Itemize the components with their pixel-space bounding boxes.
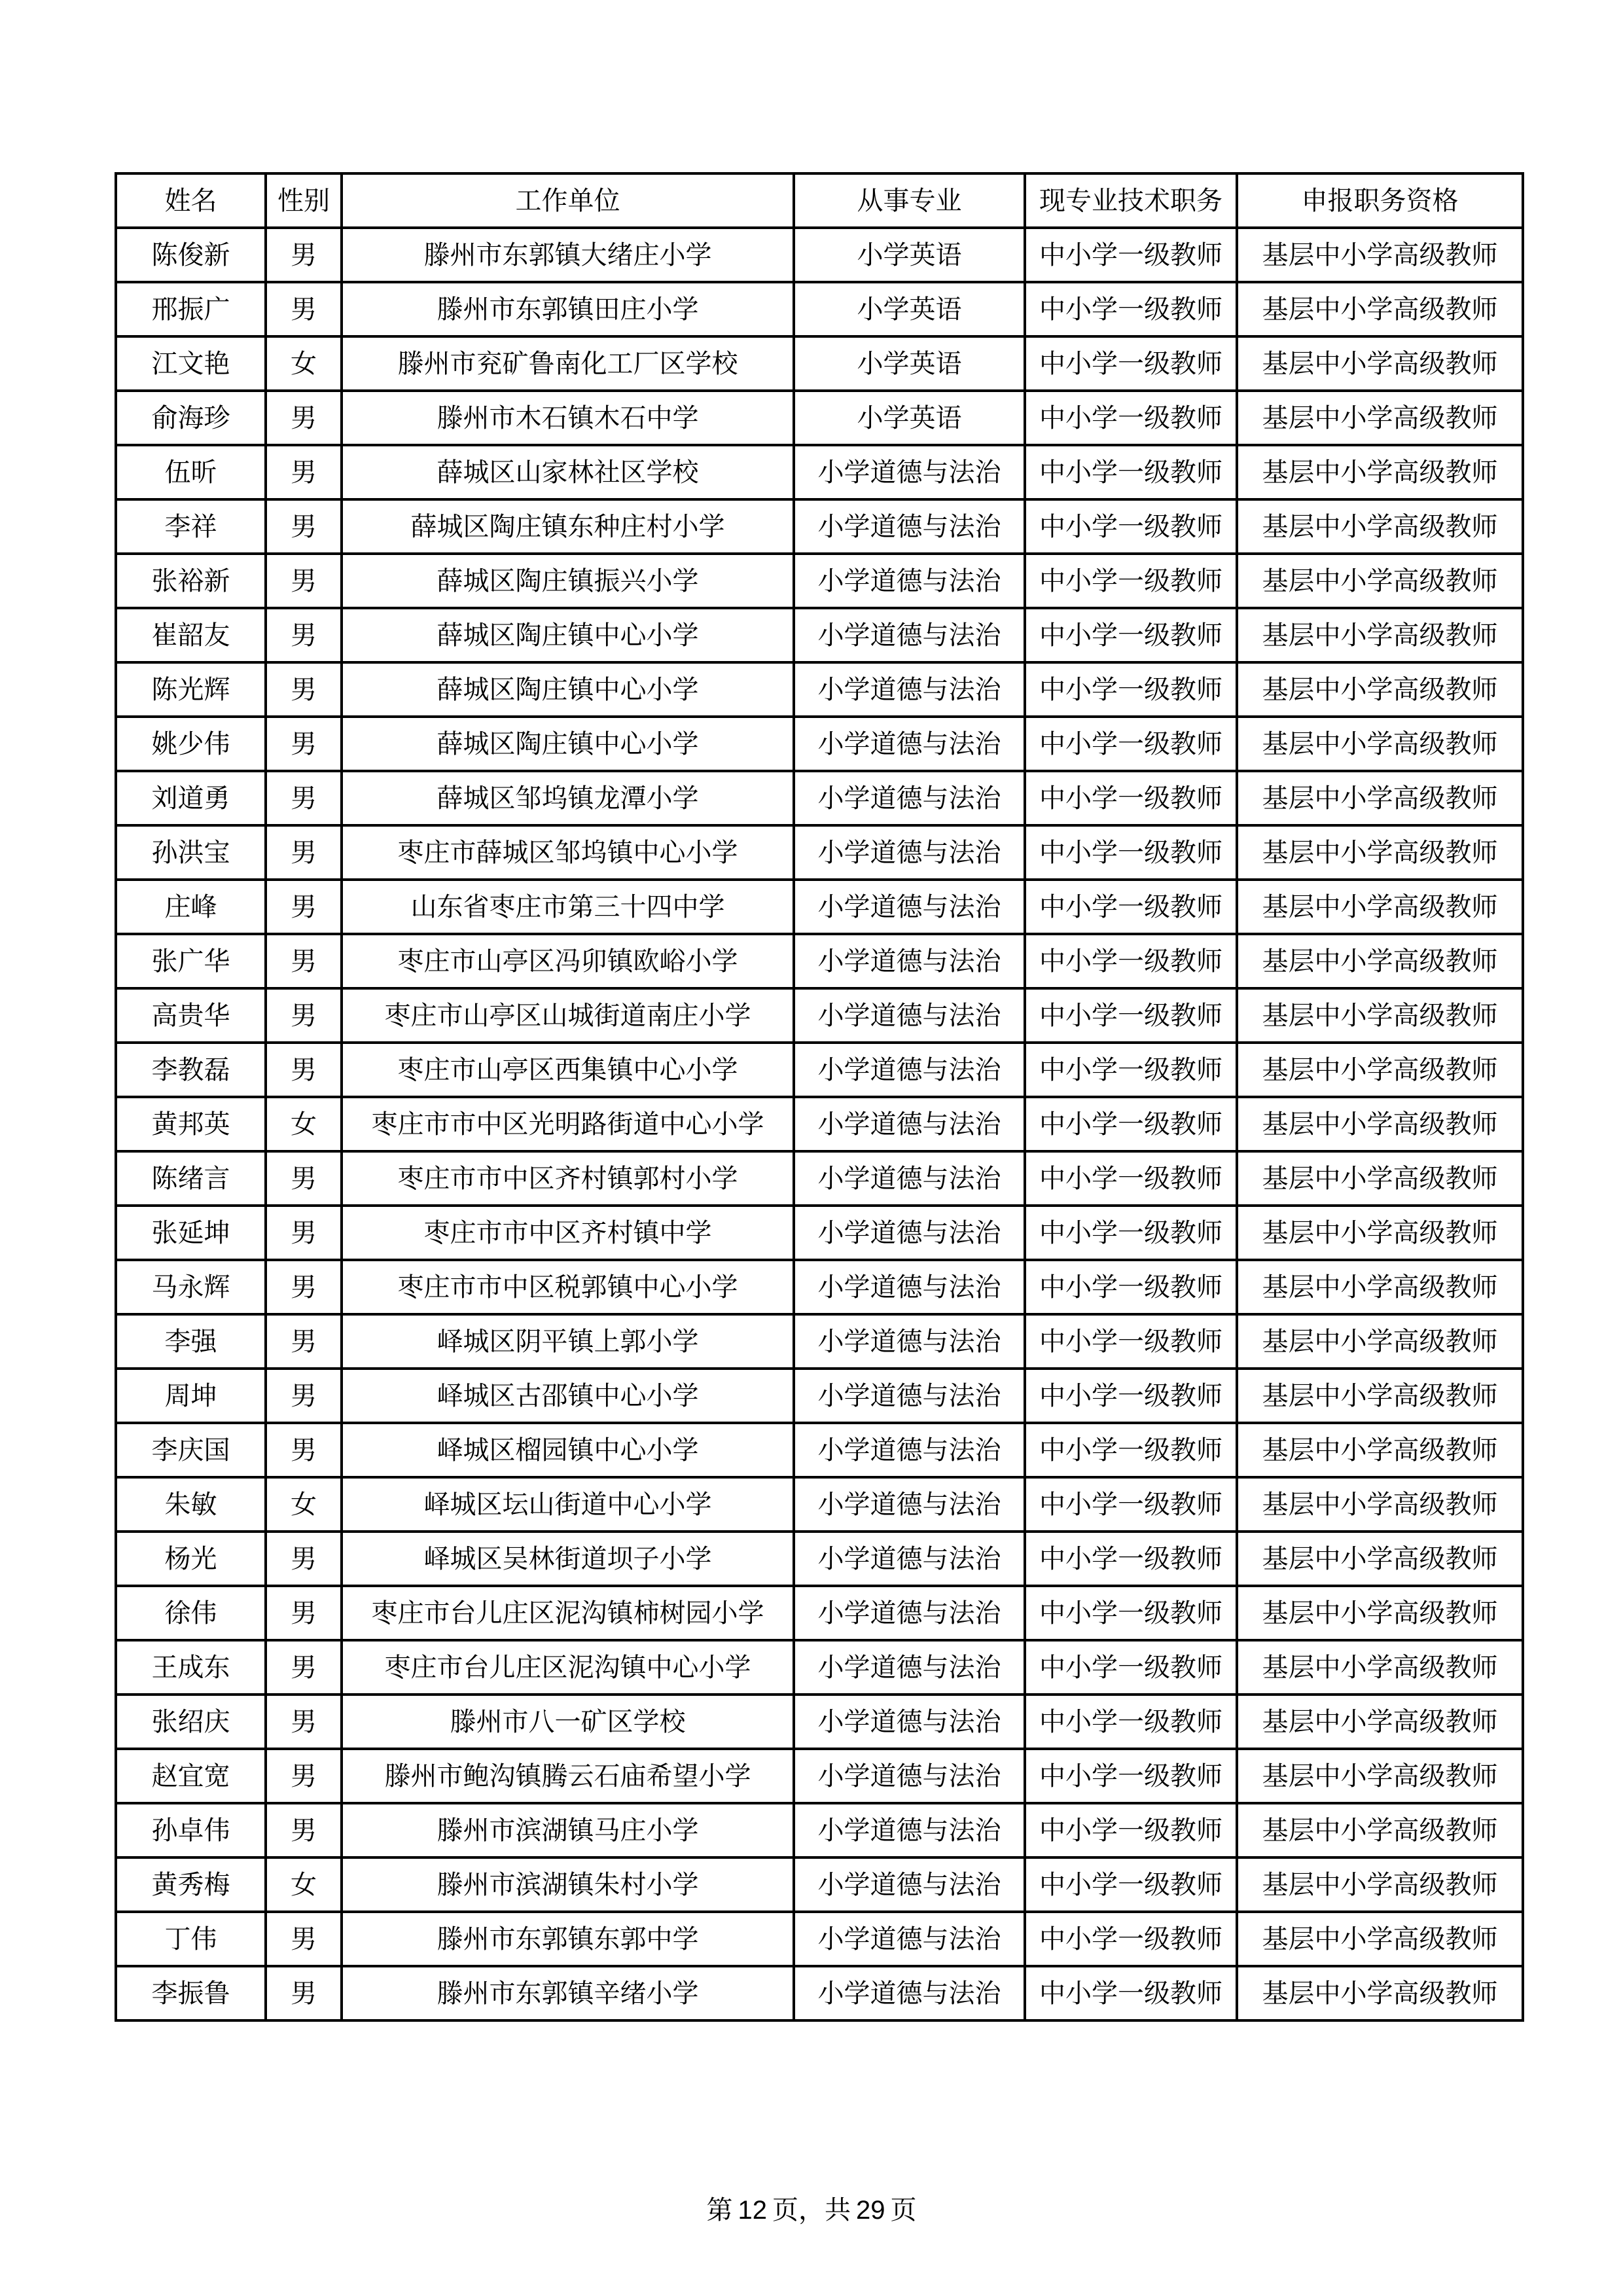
table-row xyxy=(116,1695,1523,1749)
cell-name: 崔韶友 xyxy=(116,608,266,662)
cell-applied-title: 基层中小学高级教师 xyxy=(1237,1803,1523,1857)
cell-name: 马永辉 xyxy=(116,1260,266,1314)
cell-work-unit: 滕州市东郭镇东郭中学 xyxy=(342,1912,794,1966)
cell-current-title: 中小学一级教师 xyxy=(1025,1097,1237,1151)
cell-gender: 男 xyxy=(266,1151,342,1206)
table-row xyxy=(116,1640,1523,1695)
cell-current-title: 中小学一级教师 xyxy=(1025,1695,1237,1749)
cell-gender: 男 xyxy=(266,1586,342,1640)
table-row xyxy=(116,1749,1523,1803)
table-row xyxy=(116,1857,1523,1912)
table-row xyxy=(116,445,1523,499)
cell-applied-title: 基层中小学高级教师 xyxy=(1237,1097,1523,1151)
cell-work-unit: 滕州市滨湖镇朱村小学 xyxy=(342,1857,794,1912)
cell-gender: 男 xyxy=(266,1695,342,1749)
cell-work-unit: 薛城区陶庄镇振兴小学 xyxy=(342,554,794,608)
table-row xyxy=(116,499,1523,554)
table-row xyxy=(116,282,1523,336)
cell-work-unit: 滕州市滨湖镇马庄小学 xyxy=(342,1803,794,1857)
table-row xyxy=(116,1423,1523,1477)
cell-gender: 男 xyxy=(266,1369,342,1423)
cell-applied-title: 基层中小学高级教师 xyxy=(1237,499,1523,554)
table-row xyxy=(116,1803,1523,1857)
cell-work-unit: 滕州市兖矿鲁南化工厂区学校 xyxy=(342,336,794,391)
cell-current-title: 中小学一级教师 xyxy=(1025,662,1237,717)
cell-work-unit: 滕州市东郭镇辛绪小学 xyxy=(342,1966,794,2020)
cell-major: 小学道德与法治 xyxy=(794,1695,1025,1749)
cell-major: 小学道德与法治 xyxy=(794,1206,1025,1260)
table-row xyxy=(116,608,1523,662)
cell-current-title: 中小学一级教师 xyxy=(1025,282,1237,336)
cell-applied-title: 基层中小学高级教师 xyxy=(1237,1260,1523,1314)
cell-name: 姚少伟 xyxy=(116,717,266,771)
cell-applied-title: 基层中小学高级教师 xyxy=(1237,1640,1523,1695)
cell-gender: 男 xyxy=(266,825,342,880)
cell-gender: 男 xyxy=(266,1640,342,1695)
table-row xyxy=(116,662,1523,717)
cell-work-unit: 滕州市东郭镇大绪庄小学 xyxy=(342,228,794,282)
cell-work-unit: 薛城区陶庄镇中心小学 xyxy=(342,662,794,717)
table-row xyxy=(116,336,1523,391)
cell-current-title: 中小学一级教师 xyxy=(1025,228,1237,282)
cell-current-title: 中小学一级教师 xyxy=(1025,934,1237,988)
cell-current-title: 中小学一级教师 xyxy=(1025,554,1237,608)
cell-major: 小学道德与法治 xyxy=(794,1477,1025,1532)
table-row xyxy=(116,880,1523,934)
cell-applied-title: 基层中小学高级教师 xyxy=(1237,282,1523,336)
cell-work-unit: 枣庄市市中区齐村镇郭村小学 xyxy=(342,1151,794,1206)
cell-major: 小学道德与法治 xyxy=(794,1803,1025,1857)
cell-major: 小学道德与法治 xyxy=(794,554,1025,608)
cell-gender: 男 xyxy=(266,445,342,499)
cell-major: 小学道德与法治 xyxy=(794,608,1025,662)
cell-name: 周坤 xyxy=(116,1369,266,1423)
cell-work-unit: 枣庄市台儿庄区泥沟镇柿树园小学 xyxy=(342,1586,794,1640)
cell-current-title: 中小学一级教师 xyxy=(1025,1423,1237,1477)
cell-current-title: 中小学一级教师 xyxy=(1025,1314,1237,1369)
cell-name: 陈光辉 xyxy=(116,662,266,717)
cell-work-unit: 枣庄市台儿庄区泥沟镇中心小学 xyxy=(342,1640,794,1695)
cell-applied-title: 基层中小学高级教师 xyxy=(1237,391,1523,445)
cell-major: 小学英语 xyxy=(794,336,1025,391)
cell-major: 小学道德与法治 xyxy=(794,1966,1025,2020)
table-row xyxy=(116,1314,1523,1369)
cell-current-title: 中小学一级教师 xyxy=(1025,1912,1237,1966)
cell-current-title: 中小学一级教师 xyxy=(1025,1857,1237,1912)
cell-current-title: 中小学一级教师 xyxy=(1025,1151,1237,1206)
cell-gender: 男 xyxy=(266,499,342,554)
table-row xyxy=(116,1532,1523,1586)
applicant-table xyxy=(115,172,1524,2022)
cell-gender: 女 xyxy=(266,1097,342,1151)
cell-major: 小学英语 xyxy=(794,228,1025,282)
cell-name: 张广华 xyxy=(116,934,266,988)
cell-name: 张绍庆 xyxy=(116,1695,266,1749)
cell-gender: 男 xyxy=(266,1206,342,1260)
cell-name: 伍昕 xyxy=(116,445,266,499)
cell-name: 高贵华 xyxy=(116,988,266,1043)
cell-work-unit: 薛城区邹坞镇龙潭小学 xyxy=(342,771,794,825)
cell-applied-title: 基层中小学高级教师 xyxy=(1237,717,1523,771)
cell-gender: 男 xyxy=(266,880,342,934)
cell-current-title: 中小学一级教师 xyxy=(1025,608,1237,662)
table-header-row xyxy=(116,173,1523,228)
cell-current-title: 中小学一级教师 xyxy=(1025,1532,1237,1586)
cell-major: 小学道德与法治 xyxy=(794,662,1025,717)
cell-work-unit: 峄城区榴园镇中心小学 xyxy=(342,1423,794,1477)
cell-current-title: 中小学一级教师 xyxy=(1025,988,1237,1043)
cell-gender: 女 xyxy=(266,336,342,391)
table-row xyxy=(116,1206,1523,1260)
cell-name: 庄峰 xyxy=(116,880,266,934)
cell-major: 小学道德与法治 xyxy=(794,825,1025,880)
cell-gender: 男 xyxy=(266,988,342,1043)
cell-current-title: 中小学一级教师 xyxy=(1025,1966,1237,2020)
cell-work-unit: 滕州市八一矿区学校 xyxy=(342,1695,794,1749)
footer-prefix: 第 xyxy=(706,2195,733,2225)
cell-major: 小学道德与法治 xyxy=(794,1640,1025,1695)
table-row xyxy=(116,1966,1523,2020)
cell-major: 小学道德与法治 xyxy=(794,499,1025,554)
cell-applied-title: 基层中小学高级教师 xyxy=(1237,228,1523,282)
cell-work-unit: 滕州市鲍沟镇腾云石庙希望小学 xyxy=(342,1749,794,1803)
cell-applied-title: 基层中小学高级教师 xyxy=(1237,1912,1523,1966)
cell-name: 黄邦英 xyxy=(116,1097,266,1151)
cell-applied-title: 基层中小学高级教师 xyxy=(1237,988,1523,1043)
cell-name: 孙卓伟 xyxy=(116,1803,266,1857)
cell-applied-title: 基层中小学高级教师 xyxy=(1237,1857,1523,1912)
cell-current-title: 中小学一级教师 xyxy=(1025,445,1237,499)
cell-major: 小学道德与法治 xyxy=(794,1369,1025,1423)
cell-work-unit: 枣庄市山亭区西集镇中心小学 xyxy=(342,1043,794,1097)
cell-major: 小学道德与法治 xyxy=(794,1912,1025,1966)
cell-major: 小学道德与法治 xyxy=(794,1151,1025,1206)
page-footer xyxy=(0,2189,1623,2227)
header-name: 姓名 xyxy=(116,173,266,228)
cell-major: 小学道德与法治 xyxy=(794,1857,1025,1912)
cell-gender: 女 xyxy=(266,1477,342,1532)
table-body xyxy=(116,228,1523,2020)
cell-gender: 男 xyxy=(266,717,342,771)
cell-gender: 男 xyxy=(266,228,342,282)
cell-gender: 男 xyxy=(266,1912,342,1966)
table-row xyxy=(116,717,1523,771)
cell-current-title: 中小学一级教师 xyxy=(1025,499,1237,554)
table-row xyxy=(116,1586,1523,1640)
cell-major: 小学道德与法治 xyxy=(794,1097,1025,1151)
cell-name: 李强 xyxy=(116,1314,266,1369)
table-row xyxy=(116,771,1523,825)
cell-work-unit: 峄城区古邵镇中心小学 xyxy=(342,1369,794,1423)
cell-major: 小学英语 xyxy=(794,282,1025,336)
table-row xyxy=(116,988,1523,1043)
footer-suffix: 页 xyxy=(890,2195,917,2225)
cell-applied-title: 基层中小学高级教师 xyxy=(1237,1695,1523,1749)
cell-name: 李祥 xyxy=(116,499,266,554)
cell-name: 陈绪言 xyxy=(116,1151,266,1206)
cell-gender: 男 xyxy=(266,282,342,336)
cell-name: 李振鲁 xyxy=(116,1966,266,2020)
cell-current-title: 中小学一级教师 xyxy=(1025,825,1237,880)
cell-name: 赵宜宽 xyxy=(116,1749,266,1803)
cell-major: 小学道德与法治 xyxy=(794,1423,1025,1477)
cell-major: 小学道德与法治 xyxy=(794,934,1025,988)
cell-major: 小学道德与法治 xyxy=(794,1260,1025,1314)
cell-gender: 男 xyxy=(266,554,342,608)
cell-name: 丁伟 xyxy=(116,1912,266,1966)
header-major: 从事专业 xyxy=(794,173,1025,228)
cell-gender: 男 xyxy=(266,1043,342,1097)
cell-current-title: 中小学一级教师 xyxy=(1025,1369,1237,1423)
cell-applied-title: 基层中小学高级教师 xyxy=(1237,336,1523,391)
cell-major: 小学道德与法治 xyxy=(794,717,1025,771)
cell-name: 朱敏 xyxy=(116,1477,266,1532)
cell-name: 张裕新 xyxy=(116,554,266,608)
table-row xyxy=(116,1369,1523,1423)
cell-applied-title: 基层中小学高级教师 xyxy=(1237,608,1523,662)
table-row xyxy=(116,1097,1523,1151)
header-gender: 性别 xyxy=(266,173,342,228)
cell-work-unit: 峄城区坛山街道中心小学 xyxy=(342,1477,794,1532)
table-row xyxy=(116,391,1523,445)
table-row xyxy=(116,554,1523,608)
cell-current-title: 中小学一级教师 xyxy=(1025,1260,1237,1314)
table-row xyxy=(116,228,1523,282)
cell-name: 孙洪宝 xyxy=(116,825,266,880)
table-row xyxy=(116,825,1523,880)
cell-current-title: 中小学一级教师 xyxy=(1025,771,1237,825)
cell-applied-title: 基层中小学高级教师 xyxy=(1237,1749,1523,1803)
cell-name: 杨光 xyxy=(116,1532,266,1586)
cell-applied-title: 基层中小学高级教师 xyxy=(1237,1369,1523,1423)
header-applied-title: 申报职务资格 xyxy=(1237,173,1523,228)
cell-name: 徐伟 xyxy=(116,1586,266,1640)
cell-gender: 男 xyxy=(266,608,342,662)
footer-middle: 页，共 xyxy=(772,2195,851,2225)
cell-work-unit: 枣庄市市中区光明路街道中心小学 xyxy=(342,1097,794,1151)
cell-name: 李庆国 xyxy=(116,1423,266,1477)
table-row xyxy=(116,1477,1523,1532)
cell-current-title: 中小学一级教师 xyxy=(1025,1206,1237,1260)
cell-work-unit: 枣庄市市中区齐村镇中学 xyxy=(342,1206,794,1260)
cell-gender: 男 xyxy=(266,1803,342,1857)
cell-work-unit: 枣庄市市中区税郭镇中心小学 xyxy=(342,1260,794,1314)
cell-major: 小学道德与法治 xyxy=(794,880,1025,934)
cell-current-title: 中小学一级教师 xyxy=(1025,391,1237,445)
cell-gender: 男 xyxy=(266,1314,342,1369)
table-row xyxy=(116,1912,1523,1966)
cell-gender: 男 xyxy=(266,1749,342,1803)
cell-applied-title: 基层中小学高级教师 xyxy=(1237,771,1523,825)
cell-gender: 女 xyxy=(266,1857,342,1912)
cell-major: 小学道德与法治 xyxy=(794,1586,1025,1640)
cell-applied-title: 基层中小学高级教师 xyxy=(1237,880,1523,934)
cell-major: 小学道德与法治 xyxy=(794,1314,1025,1369)
cell-current-title: 中小学一级教师 xyxy=(1025,717,1237,771)
cell-name: 王成东 xyxy=(116,1640,266,1695)
current-page-number: 12 xyxy=(738,2196,767,2225)
cell-name: 邢振广 xyxy=(116,282,266,336)
cell-applied-title: 基层中小学高级教师 xyxy=(1237,1532,1523,1586)
cell-applied-title: 基层中小学高级教师 xyxy=(1237,825,1523,880)
cell-work-unit: 枣庄市薛城区邹坞镇中心小学 xyxy=(342,825,794,880)
cell-name: 黄秀梅 xyxy=(116,1857,266,1912)
table-row xyxy=(116,1043,1523,1097)
cell-applied-title: 基层中小学高级教师 xyxy=(1237,1151,1523,1206)
cell-work-unit: 枣庄市山亭区山城街道南庄小学 xyxy=(342,988,794,1043)
cell-current-title: 中小学一级教师 xyxy=(1025,1477,1237,1532)
cell-gender: 男 xyxy=(266,771,342,825)
cell-name: 陈俊新 xyxy=(116,228,266,282)
cell-applied-title: 基层中小学高级教师 xyxy=(1237,1477,1523,1532)
cell-work-unit: 滕州市木石镇木石中学 xyxy=(342,391,794,445)
cell-name: 李教磊 xyxy=(116,1043,266,1097)
cell-major: 小学道德与法治 xyxy=(794,1532,1025,1586)
cell-applied-title: 基层中小学高级教师 xyxy=(1237,1314,1523,1369)
cell-gender: 男 xyxy=(266,391,342,445)
table-row xyxy=(116,934,1523,988)
cell-work-unit: 峄城区吴林街道坝子小学 xyxy=(342,1532,794,1586)
cell-gender: 男 xyxy=(266,1532,342,1586)
cell-name: 俞海珍 xyxy=(116,391,266,445)
cell-gender: 男 xyxy=(266,1423,342,1477)
cell-applied-title: 基层中小学高级教师 xyxy=(1237,445,1523,499)
cell-current-title: 中小学一级教师 xyxy=(1025,1043,1237,1097)
cell-current-title: 中小学一级教师 xyxy=(1025,880,1237,934)
cell-applied-title: 基层中小学高级教师 xyxy=(1237,662,1523,717)
cell-applied-title: 基层中小学高级教师 xyxy=(1237,1043,1523,1097)
cell-major: 小学道德与法治 xyxy=(794,1043,1025,1097)
cell-work-unit: 薛城区陶庄镇中心小学 xyxy=(342,717,794,771)
cell-applied-title: 基层中小学高级教师 xyxy=(1237,554,1523,608)
cell-gender: 男 xyxy=(266,934,342,988)
cell-applied-title: 基层中小学高级教师 xyxy=(1237,1966,1523,2020)
cell-name: 江文艳 xyxy=(116,336,266,391)
cell-gender: 男 xyxy=(266,1966,342,2020)
table-row xyxy=(116,1151,1523,1206)
cell-gender: 男 xyxy=(266,1260,342,1314)
cell-gender: 男 xyxy=(266,662,342,717)
cell-current-title: 中小学一级教师 xyxy=(1025,1640,1237,1695)
cell-work-unit: 山东省枣庄市第三十四中学 xyxy=(342,880,794,934)
total-page-count: 29 xyxy=(856,2196,885,2225)
cell-applied-title: 基层中小学高级教师 xyxy=(1237,1586,1523,1640)
cell-work-unit: 薛城区陶庄镇东种庄村小学 xyxy=(342,499,794,554)
cell-name: 张延坤 xyxy=(116,1206,266,1260)
cell-current-title: 中小学一级教师 xyxy=(1025,336,1237,391)
cell-work-unit: 滕州市东郭镇田庄小学 xyxy=(342,282,794,336)
cell-applied-title: 基层中小学高级教师 xyxy=(1237,1206,1523,1260)
cell-major: 小学英语 xyxy=(794,391,1025,445)
cell-name: 刘道勇 xyxy=(116,771,266,825)
cell-major: 小学道德与法治 xyxy=(794,988,1025,1043)
cell-work-unit: 薛城区山家林社区学校 xyxy=(342,445,794,499)
cell-current-title: 中小学一级教师 xyxy=(1025,1749,1237,1803)
table-row xyxy=(116,1260,1523,1314)
cell-work-unit: 薛城区陶庄镇中心小学 xyxy=(342,608,794,662)
cell-applied-title: 基层中小学高级教师 xyxy=(1237,934,1523,988)
header-current-title: 现专业技术职务 xyxy=(1025,173,1237,228)
cell-major: 小学道德与法治 xyxy=(794,445,1025,499)
cell-applied-title: 基层中小学高级教师 xyxy=(1237,1423,1523,1477)
cell-current-title: 中小学一级教师 xyxy=(1025,1586,1237,1640)
cell-work-unit: 枣庄市山亭区冯卯镇欧峪小学 xyxy=(342,934,794,988)
cell-major: 小学道德与法治 xyxy=(794,1749,1025,1803)
cell-work-unit: 峄城区阴平镇上郭小学 xyxy=(342,1314,794,1369)
header-work-unit: 工作单位 xyxy=(342,173,794,228)
cell-current-title: 中小学一级教师 xyxy=(1025,1803,1237,1857)
cell-major: 小学道德与法治 xyxy=(794,771,1025,825)
